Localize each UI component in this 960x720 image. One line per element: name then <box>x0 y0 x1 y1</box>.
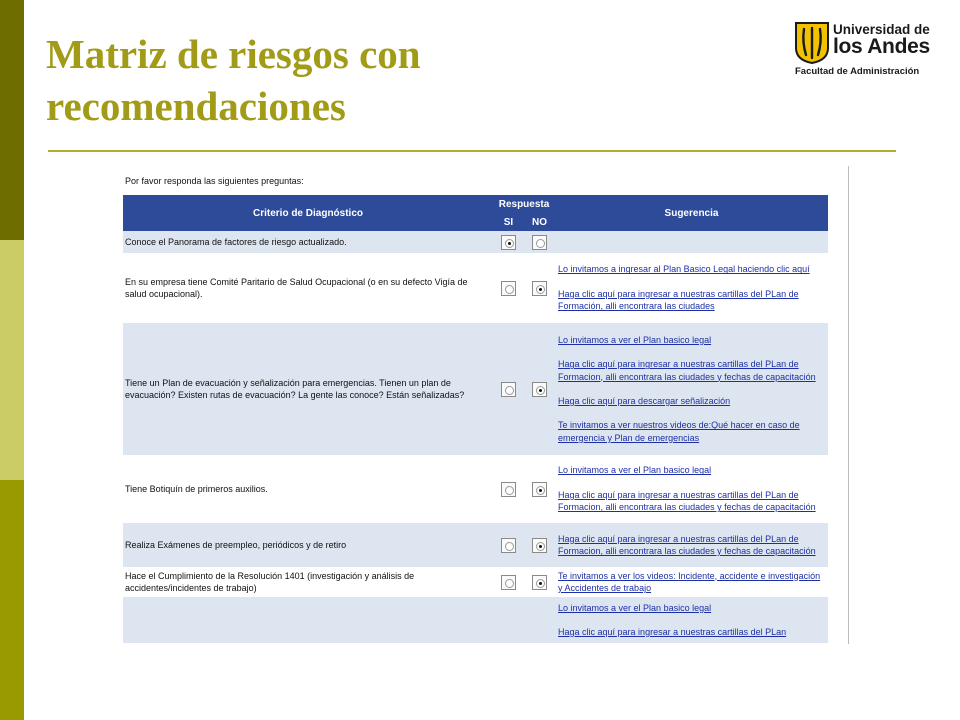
radio-no[interactable] <box>532 575 547 590</box>
header-si: SI <box>493 213 524 231</box>
suggestion-cell <box>555 523 828 567</box>
risk-matrix-table <box>123 195 828 643</box>
answer-cell-si <box>493 323 524 455</box>
suggestion-link[interactable]: Haga clic aquí para ingresar a nuestras cartillas del PLan de Formacion, alli encontrara las ciudades y fechas de capacitación <box>558 359 816 382</box>
suggestion-link[interactable]: Lo invitamos a ver el Plan basico legal <box>558 334 712 345</box>
suggestion-cell <box>555 253 828 323</box>
table-row <box>123 455 828 523</box>
sidebar-accent-middle <box>0 240 24 480</box>
suggestion-cell <box>555 323 828 455</box>
answer-cell-no <box>524 567 555 597</box>
diagnostic-form-screenshot <box>114 166 849 644</box>
suggestion-link[interactable]: Te invitamos a ver nuestros videos de:Qué hacer en caso de emergencia y Plan de emergencias <box>558 420 800 443</box>
radio-si[interactable] <box>501 235 516 250</box>
header-criterio: Criterio de Diagnóstico <box>123 195 493 231</box>
answer-cell-no <box>524 323 555 455</box>
radio-si[interactable] <box>501 575 516 590</box>
question-cell: Realiza Exámenes de preempleo, periódicos y de retiro <box>123 523 493 567</box>
header-no: NO <box>524 213 555 231</box>
table-row <box>123 567 828 597</box>
answer-cell-no <box>524 231 555 253</box>
radio-si[interactable] <box>501 382 516 397</box>
table-row <box>123 231 828 253</box>
answer-cell-si <box>493 567 524 597</box>
suggestion-link[interactable]: Lo invitamos a ingresar al Plan Basico Legal haciendo clic aquí <box>558 264 810 275</box>
table-row <box>123 523 828 567</box>
suggestion-link[interactable]: Haga clic aquí para ingresar a nuestras cartillas del PLan de Formacion, alli encontrara las ciudades y fechas de capacitación <box>558 533 816 556</box>
table-row <box>123 323 828 455</box>
radio-si[interactable] <box>501 281 516 296</box>
answer-cell-si <box>493 231 524 253</box>
logo-text-line1: Universidad de <box>833 22 930 37</box>
suggestion-cell <box>555 231 828 253</box>
suggestion-cell <box>555 455 828 523</box>
radio-no[interactable] <box>532 281 547 296</box>
radio-no[interactable] <box>532 382 547 397</box>
suggestion-link[interactable]: Haga clic aquí para ingresar a nuestras cartillas del PLan de Formacion, alli encontrara las ciudades y fechas de capacitación <box>558 489 816 513</box>
question-cell: Conoce el Panorama de factores de riesgo actualizado. <box>123 231 493 253</box>
university-logo <box>795 22 940 82</box>
answer-cell-si <box>493 455 524 523</box>
question-cell: Tiene un Plan de evacuación y señalización para emergencias. Tienen un plan de evacuación? Existen rutas de evacuación? La gente las conoce? Están señalizadas? <box>123 323 493 455</box>
radio-no[interactable] <box>532 235 547 250</box>
suggestion-link[interactable]: Lo invitamos a ver el Plan basico legal <box>558 602 712 613</box>
answer-cell-si <box>493 597 524 643</box>
header-sugerencia: Sugerencia <box>555 195 828 231</box>
suggestion-link[interactable]: Lo invitamos a ver el Plan basico legal <box>558 465 712 476</box>
radio-no[interactable] <box>532 482 547 497</box>
logo-text-faculty: Facultad de Administración <box>795 66 920 77</box>
radio-no[interactable] <box>532 538 547 553</box>
answer-cell-no <box>524 253 555 323</box>
question-cell: Hace el Cumplimiento de la Resolución 1401 (investigación y análisis de accidentes/incidentes de trabajo) <box>125 570 415 593</box>
header-respuesta: Respuesta <box>493 195 555 213</box>
suggestion-cell <box>555 567 828 597</box>
answer-cell-no <box>524 597 555 643</box>
suggestion-link[interactable]: Te invitamos a ver los videos: Incidente, accidente e investigación y Accidentes de trabajo <box>558 570 821 593</box>
suggestion-link[interactable]: Haga clic aquí para descargar señalización <box>558 396 731 406</box>
table-row <box>123 253 828 323</box>
sidebar-accent-top <box>0 0 24 240</box>
suggestion-link[interactable]: Haga clic aquí para ingresar a nuestras cartillas del PLan <box>558 627 787 637</box>
table-row <box>123 597 828 643</box>
logo-text-line2: los Andes <box>833 35 930 58</box>
sidebar-accent-bottom <box>0 480 24 720</box>
answer-cell-no <box>524 455 555 523</box>
suggestion-link[interactable]: Haga clic aquí para ingresar a nuestras cartillas del PLan de Formación, alli encontrara las ciudades <box>558 288 799 312</box>
form-intro: Por favor responda las siguientes preguntas: <box>125 176 304 186</box>
question-cell <box>123 597 493 643</box>
slide-title: Matriz de riesgos con recomendaciones <box>46 31 421 129</box>
answer-cell-no <box>524 523 555 567</box>
suggestion-cell <box>555 597 828 643</box>
radio-si[interactable] <box>501 482 516 497</box>
question-cell: En su empresa tiene Comité Paritario de Salud Ocupacional (o en su defecto Vigía de salud ocupacional). <box>125 276 468 299</box>
title-divider <box>48 150 896 152</box>
shield-emblem-icon <box>795 22 829 64</box>
radio-si[interactable] <box>501 538 516 553</box>
answer-cell-si <box>493 523 524 567</box>
answer-cell-si <box>493 253 524 323</box>
question-cell: Tiene Botiquín de primeros auxilios. <box>125 483 268 494</box>
